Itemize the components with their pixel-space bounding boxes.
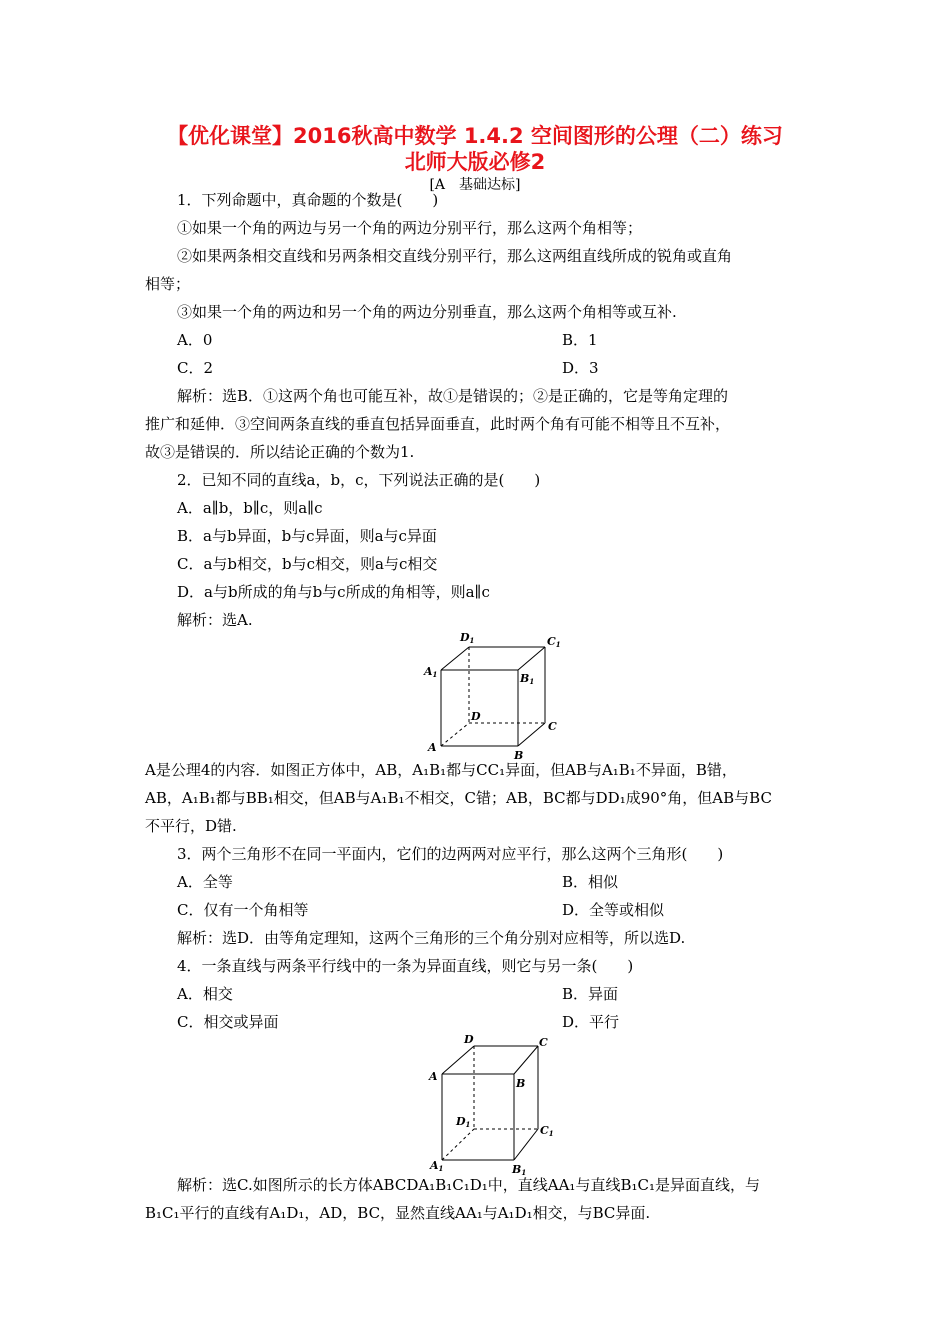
label-a: A (429, 1070, 438, 1083)
q3-option-a: A．全等 (177, 873, 233, 891)
label-c1: C1 (540, 1124, 554, 1138)
label-c1: C1 (547, 635, 561, 649)
q3-option-c: C．仅有一个角相等 (177, 901, 309, 919)
label-d1: D1 (460, 631, 475, 645)
label-b: B (514, 749, 524, 762)
q4-answer-2: B₁C₁平行的直线有A₁D₁，AD，BC，显然直线AA₁与A₁D₁相交，与BC异面. (145, 1204, 651, 1222)
q2-answer: 解析：选A. (177, 611, 253, 629)
q2-stem: 2．已知不同的直线a，b，c，下列说法正确的是( ) (177, 471, 541, 489)
q1-statement-2-cont: 相等； (145, 275, 191, 293)
label-b: B (516, 1077, 526, 1090)
label-a1: A1 (424, 665, 438, 679)
cube-figure-1 (418, 630, 568, 762)
q1-option-d: D．3 (562, 359, 599, 377)
label-c: C (539, 1036, 548, 1049)
label-d: D (471, 710, 481, 723)
q1-stem: 1．下列命题中，真命题的个数是( ) (177, 191, 439, 209)
q1-option-c: C．2 (177, 359, 214, 377)
q3-option-d: D．全等或相似 (562, 901, 665, 919)
q3-answer: 解析：选D．由等角定理知，这两个三角形的三个角分别对应相等，所以选D. (177, 929, 686, 947)
q4-option-c: C．相交或异面 (177, 1013, 279, 1031)
q2-option-a: A．a∥b，b∥c，则a∥c (177, 499, 323, 517)
box-figure-2 (418, 1032, 568, 1178)
label-a1: A1 (430, 1159, 444, 1173)
q4-option-a: A．相交 (177, 985, 233, 1003)
q2-explanation-3: 不平行，D错. (145, 817, 237, 835)
q4-option-b: B．异面 (562, 985, 619, 1003)
q2-option-b: B．a与b异面，b与c异面，则a与c异面 (177, 527, 437, 545)
label-b1: B1 (512, 1163, 527, 1177)
q4-stem: 4．一条直线与两条平行线中的一条为异面直线，则它与另一条( ) (177, 957, 634, 975)
q3-stem: 3．两个三角形不在同一平面内，它们的边两两对应平行，那么这两个三角形( ) (177, 845, 724, 863)
label-b1: B1 (520, 672, 535, 686)
q4-option-d: D．平行 (562, 1013, 620, 1031)
q3-option-b: B．相似 (562, 873, 619, 891)
q2-explanation-2: AB，A₁B₁都与BB₁相交，但AB与A₁B₁不相交，C错；AB，BC都与DD₁成90°角，但AB与BC (145, 789, 772, 807)
q1-statement-3: ③如果一个角的两边和另一个角的两边分别垂直，那么这两个角相等或互补. (177, 303, 677, 321)
q1-option-b: B．1 (562, 331, 598, 349)
document-title-line1: 【优化课堂】2016秋高中数学 1.4.2 空间图形的公理（二）练习 (167, 124, 783, 148)
q4-answer-1: 解析：选C.如图所示的长方体ABCDA₁B₁C₁D₁中，直线AA₁与直线B₁C₁是异面直线，与 (177, 1176, 760, 1194)
q1-statement-2: ②如果两条相交直线和另两条相交直线分别平行，那么这两组直线所成的锐角或直角 (177, 247, 733, 265)
label-d: D (464, 1033, 474, 1046)
section-heading: [A 基础达标] (429, 177, 521, 193)
label-c: C (548, 720, 557, 733)
label-a: A (428, 741, 437, 754)
q1-answer-1: 解析：选B．①这两个角也可能互补，故①是错误的；②是正确的，它是等角定理的 (177, 387, 729, 405)
q2-option-c: C．a与b相交，b与c相交，则a与c相交 (177, 555, 438, 573)
q2-explanation-1: A是公理4的内容．如图正方体中，AB，A₁B₁都与CC₁异面，但AB与A₁B₁不异面，B错， (145, 761, 737, 779)
q1-answer-3: 故③是错误的．所以结论正确的个数为1. (145, 443, 415, 461)
q2-option-d: D．a与b所成的角与b与c所成的角相等，则a∥c (177, 583, 490, 601)
label-d1: D1 (456, 1115, 471, 1129)
q1-option-a: A．0 (177, 331, 213, 349)
q1-answer-2: 推广和延伸．③空间两条直线的垂直包括异面垂直，此时两个角有可能不相等且不互补， (145, 415, 731, 433)
q1-statement-1: ①如果一个角的两边与另一个角的两边分别平行，那么这两个角相等； (177, 219, 643, 237)
document-title-line2: 北师大版必修2 (404, 150, 546, 174)
